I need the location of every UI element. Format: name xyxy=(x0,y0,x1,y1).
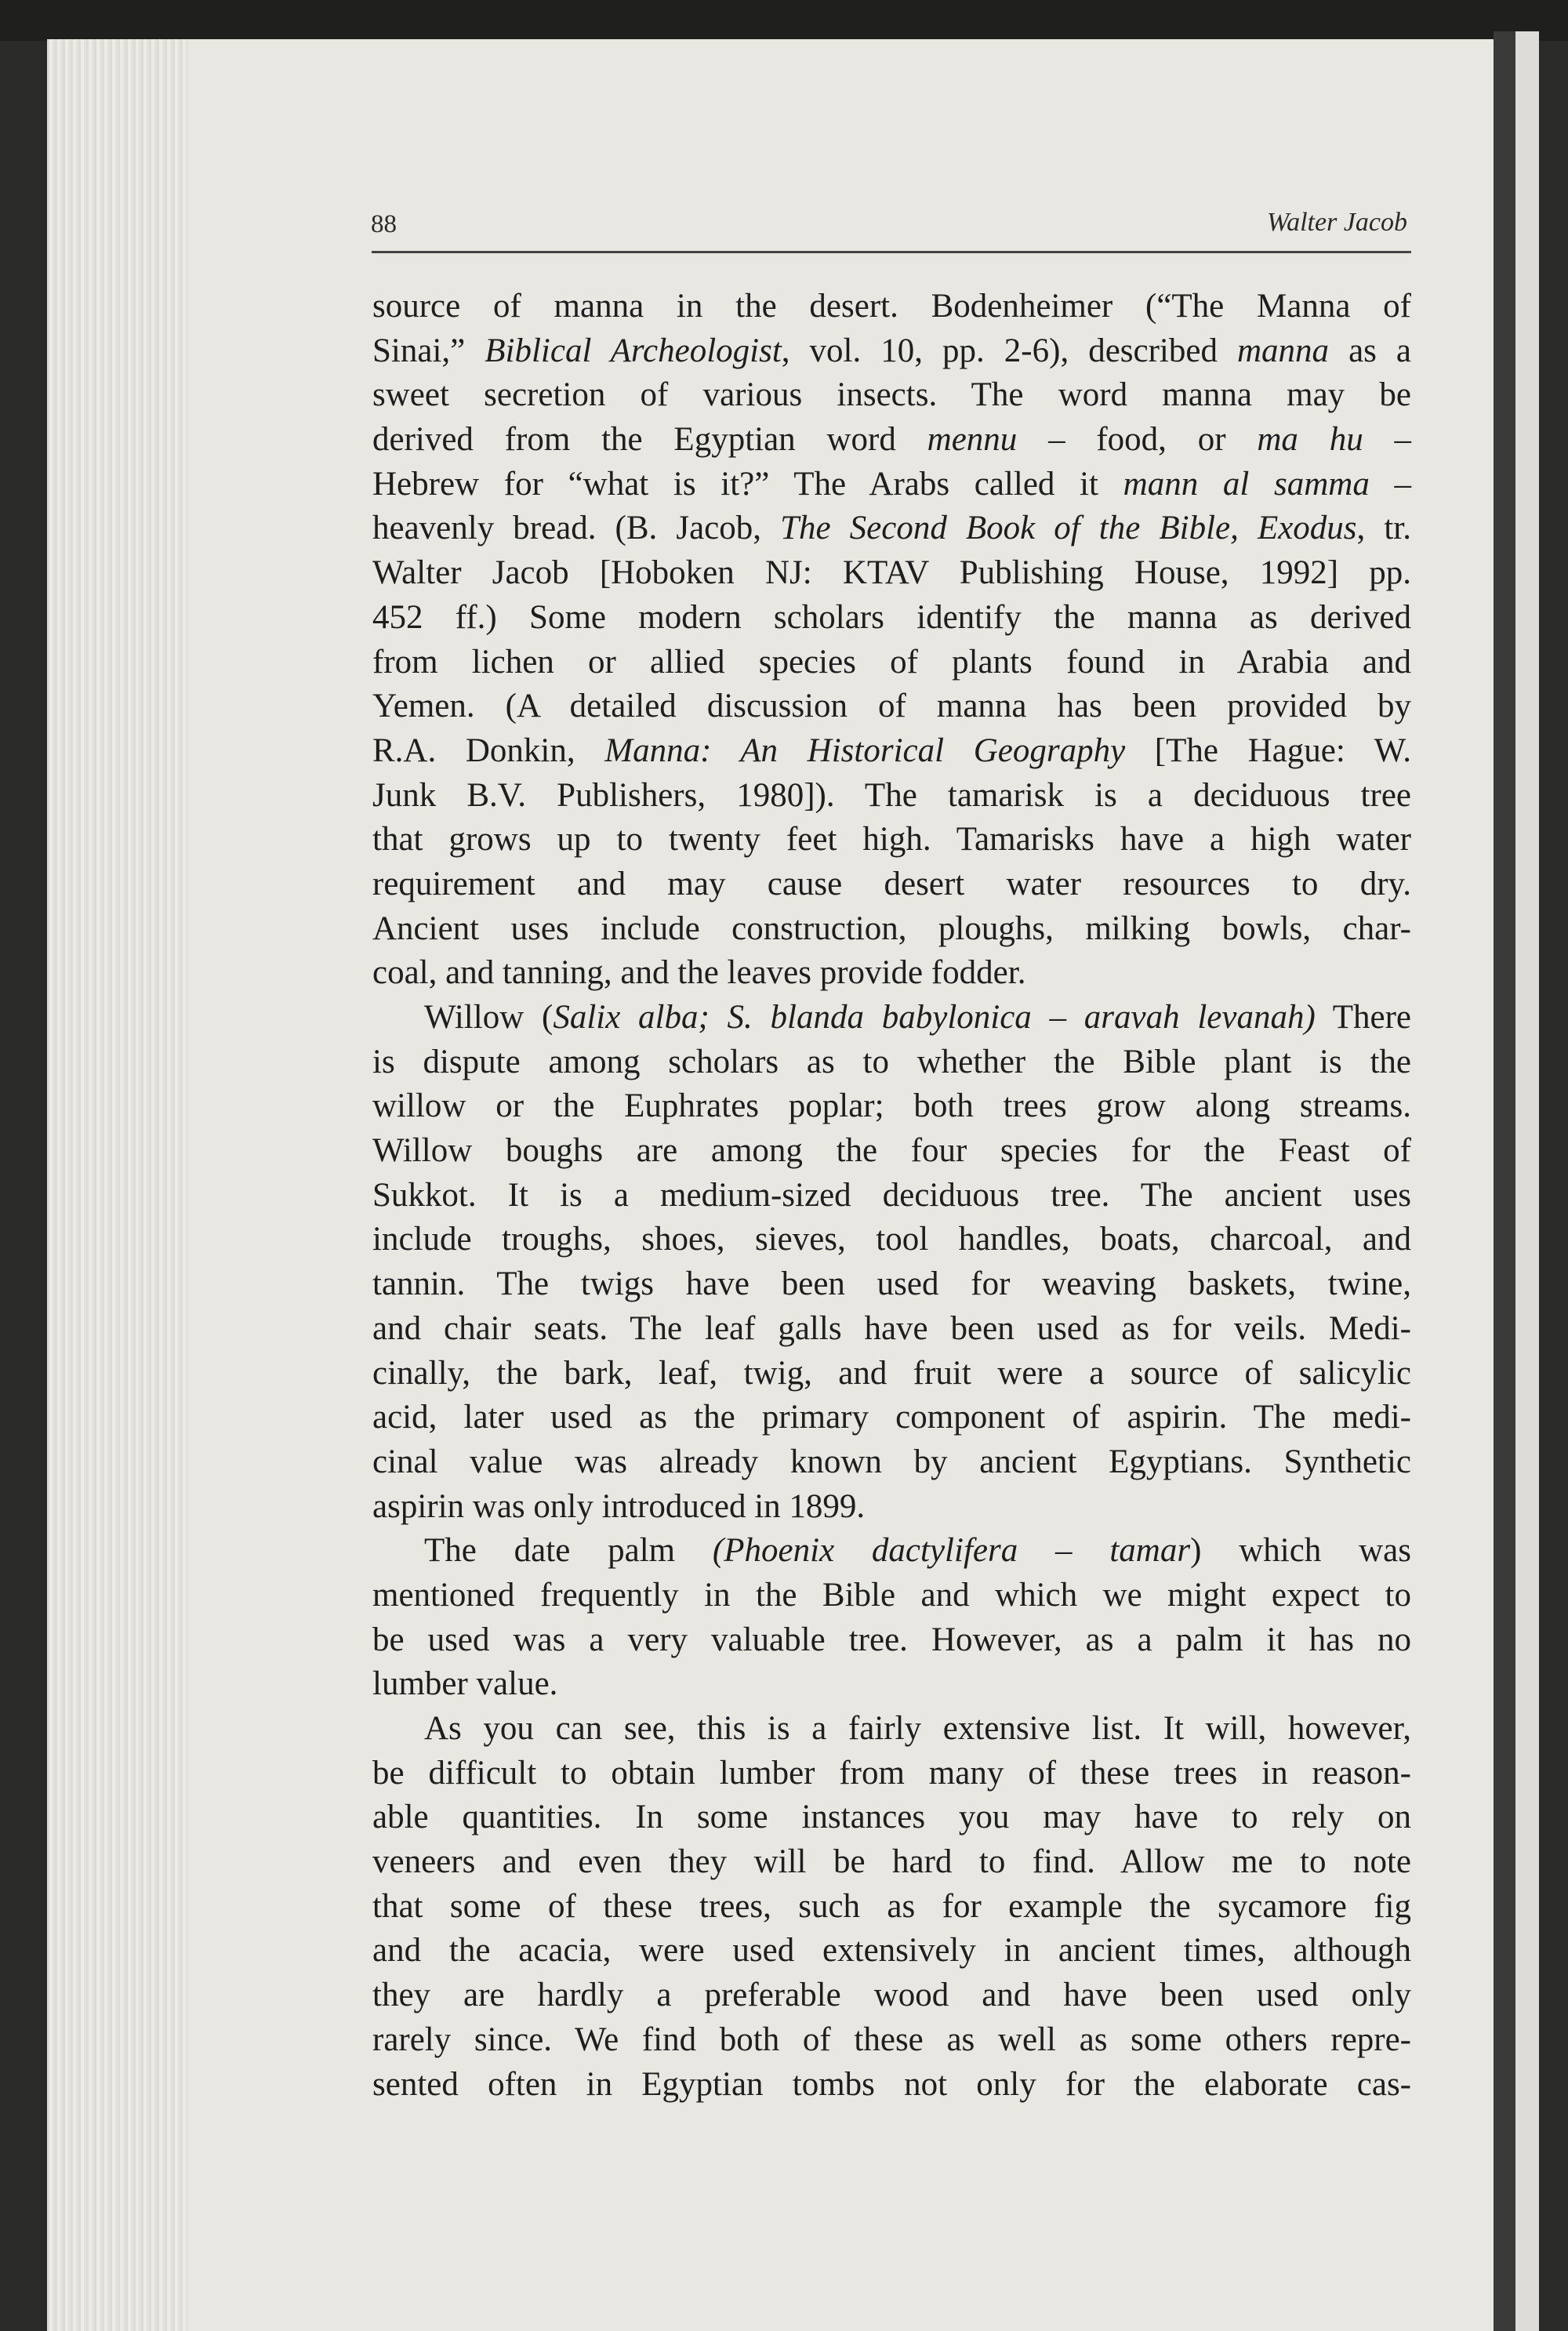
text-line xyxy=(372,463,1411,507)
text-line xyxy=(372,1129,1411,1174)
italic-text: manna xyxy=(1237,332,1330,369)
text-run: that some of these trees, such as for example the sycamore fig xyxy=(372,1887,1411,1925)
text-run: Hebrew for “what is it?” The Arabs called it xyxy=(372,465,1123,503)
text-line xyxy=(372,1618,1411,1663)
text-run: The date palm xyxy=(424,1532,713,1570)
text-run: Junk B.V. Publishers, 1980]). The tamarisk is a deciduous tree xyxy=(372,776,1411,814)
text-run: lumber value. xyxy=(372,1665,558,1703)
running-head: Walter Jacob xyxy=(1266,208,1407,237)
text-run: cinally, the bark, leaf, twig, and fruit were a source of salicylic xyxy=(372,1354,1411,1392)
facing-page-edge xyxy=(1515,31,1539,2331)
text-line xyxy=(372,2018,1411,2063)
text-line xyxy=(372,1218,1411,1262)
page-stack-edges xyxy=(47,39,188,2331)
text-line xyxy=(372,373,1411,418)
text-run: be used was a very valuable tree. However, as a palm it has no xyxy=(372,1621,1411,1658)
text-line xyxy=(372,418,1411,463)
text-run: Willow boughs are among the four species for the Feast of xyxy=(372,1132,1411,1170)
text-run: , tr. xyxy=(1356,510,1411,547)
text-run: There xyxy=(1315,999,1412,1036)
text-line xyxy=(372,1174,1411,1218)
text-run: ) which was xyxy=(1190,1532,1411,1570)
text-run: acid, later used as the primary component of aspirin. The medi- xyxy=(372,1399,1411,1436)
text-line xyxy=(372,951,1411,996)
text-run: that grows up to twenty feet high. Tamarisks have a high water xyxy=(372,821,1411,859)
text-run: willow or the Euphrates poplar; both trees grow along streams. xyxy=(372,1087,1411,1125)
text-line xyxy=(372,551,1411,596)
text-run: Sinai,” xyxy=(372,332,485,369)
text-run: 452 ff.) Some modern scholars identify the manna as derived xyxy=(372,598,1411,636)
text-line xyxy=(372,596,1411,641)
text-line xyxy=(372,641,1411,685)
text-run: Walter Jacob [Hoboken NJ: KTAV Publishing House, 1992] pp. xyxy=(372,554,1411,592)
text-run: aspirin was only introduced in 1899. xyxy=(372,1487,866,1525)
text-run: and the acacia, were used extensively in ancient times, although xyxy=(372,1932,1411,1970)
text-run: Sukkot. It is a medium-sized deciduous tree. The ancient uses xyxy=(372,1176,1411,1214)
text-line xyxy=(372,1307,1411,1352)
text-run: requirement and may cause desert water resources to dry. xyxy=(372,865,1411,902)
text-line xyxy=(372,818,1411,862)
text-run: mentioned frequently in the Bible and which we might expect to xyxy=(372,1576,1411,1614)
text-run: R.A. Donkin, xyxy=(372,732,605,769)
text-run: – xyxy=(1363,421,1411,459)
text-run: and chair seats. The leaf galls have been used as for veils. Medi- xyxy=(372,1309,1411,1347)
text-line xyxy=(372,1707,1411,1752)
text-line xyxy=(372,729,1411,774)
italic-text: mennu xyxy=(927,421,1018,459)
text-run: include troughs, shoes, sieves, tool handles, boats, charcoal, and xyxy=(372,1221,1411,1258)
italic-text: Manna: An Historical Geography xyxy=(604,732,1126,769)
text-line xyxy=(372,1973,1411,2018)
text-run: as a xyxy=(1329,332,1412,369)
text-line xyxy=(372,1485,1411,1530)
text-run: cinal value was already known by ancient Egyptians. Synthetic xyxy=(372,1443,1411,1480)
text-run: derived from the Egyptian word xyxy=(372,421,927,459)
text-line xyxy=(372,1352,1411,1396)
text-line xyxy=(372,1662,1411,1707)
text-line xyxy=(372,1752,1411,1796)
header-rule xyxy=(372,251,1411,253)
text-run: tannin. The twigs have been used for weaving baskets, twine, xyxy=(372,1265,1411,1303)
text-run: sented often in Egyptian tombs not only for the elaborate cas- xyxy=(372,2065,1411,2103)
text-run: Willow ( xyxy=(424,999,554,1036)
italic-text: Salix alba; S. blanda babylonica – aravah levanah) xyxy=(553,999,1316,1036)
text-line xyxy=(372,1840,1411,1885)
italic-text: (Phoenix dactylifera – tamar xyxy=(712,1532,1191,1570)
text-line xyxy=(372,996,1411,1040)
text-line xyxy=(372,1440,1411,1485)
text-line xyxy=(372,329,1411,374)
italic-text: ma hu xyxy=(1257,421,1363,459)
text-line xyxy=(372,1529,1411,1574)
text-run: As you can see, this is a fairly extensive list. It will, however, xyxy=(424,1710,1411,1747)
text-run: source of manna in the desert. Bodenheimer (“The Manna of xyxy=(372,288,1411,325)
text-line xyxy=(372,1084,1411,1129)
text-line xyxy=(372,1885,1411,1930)
text-run: – food, or xyxy=(1017,421,1258,459)
italic-text: The Second Book of the Bible, Exodus xyxy=(780,510,1357,547)
text-run: coal, and tanning, and the leaves provide fodder. xyxy=(372,954,1026,992)
text-run: – xyxy=(1369,465,1411,503)
page-number: 88 xyxy=(371,210,397,238)
text-run: veneers and even they will be hard to find. Allow me to note xyxy=(372,1843,1411,1881)
scan-background-top xyxy=(0,0,1568,41)
text-run: from lichen or allied species of plants found in Arabia and xyxy=(372,643,1411,681)
text-run: they are hardly a preferable wood and have been used only xyxy=(372,1977,1411,2014)
body-text xyxy=(372,285,1411,2107)
text-run: rarely since. We find both of these as well as some others repre- xyxy=(372,2021,1411,2058)
text-line xyxy=(372,1929,1411,1973)
text-run: Yemen. (A detailed discussion of manna has been provided by xyxy=(372,688,1411,725)
text-line xyxy=(372,2063,1411,2108)
text-run: sweet secretion of various insects. The word manna may be xyxy=(372,376,1411,414)
text-run: , vol. 10, pp. 2-6), described xyxy=(781,332,1237,369)
text-line xyxy=(372,907,1411,952)
book-gutter xyxy=(1494,31,1515,2331)
text-line xyxy=(372,1574,1411,1618)
text-line xyxy=(372,1795,1411,1840)
italic-text: Biblical Archeologist xyxy=(485,332,782,369)
text-line xyxy=(372,1040,1411,1085)
text-run: able quantities. In some instances you may have to rely on xyxy=(372,1799,1411,1836)
italic-text: mann al samma xyxy=(1123,465,1370,503)
text-line xyxy=(372,1396,1411,1440)
text-line xyxy=(372,285,1411,329)
text-line xyxy=(372,774,1411,819)
text-run: Ancient uses include construction, ploughs, milking bowls, char- xyxy=(372,910,1411,947)
text-run: be difficult to obtain lumber from many of these trees in reason- xyxy=(372,1754,1411,1792)
text-line xyxy=(372,507,1411,551)
text-run: [The Hague: W. xyxy=(1125,732,1412,769)
text-line xyxy=(372,1262,1411,1307)
text-line xyxy=(372,862,1411,907)
text-run: heavenly bread. (B. Jacob, xyxy=(372,510,781,547)
text-line xyxy=(372,684,1411,729)
text-run: is dispute among scholars as to whether the Bible plant is the xyxy=(372,1043,1411,1080)
